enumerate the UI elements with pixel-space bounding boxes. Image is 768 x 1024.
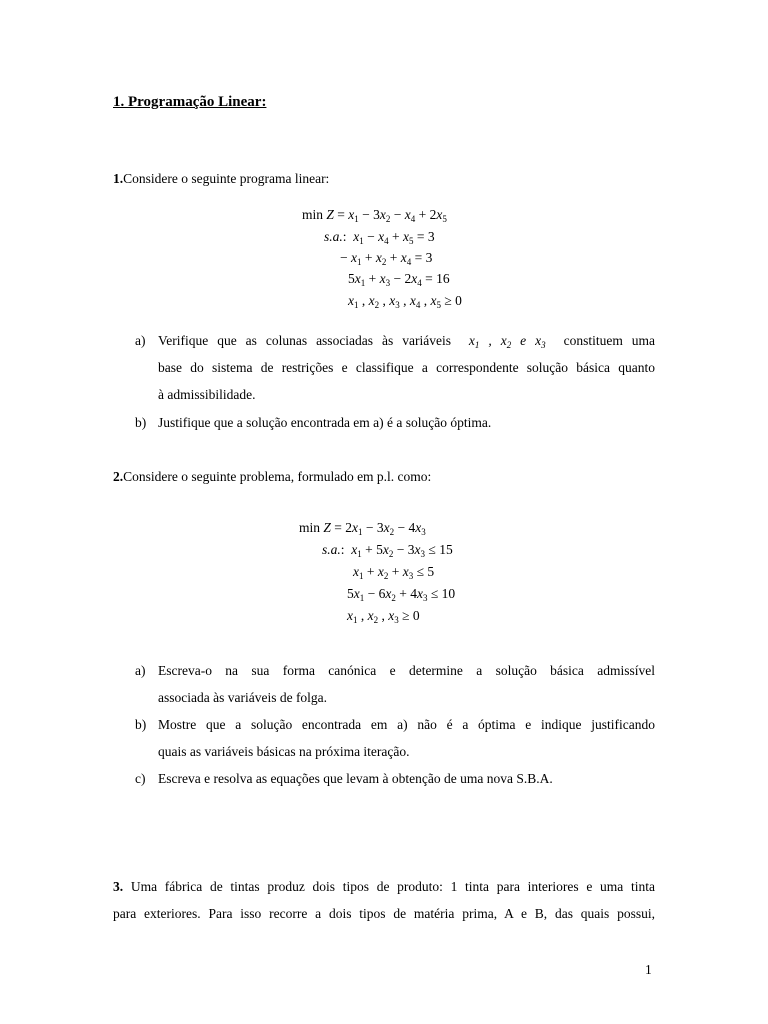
q2-item-a-line-1: Escreva-o na sua forma canónica e determine a solução básica admissível bbox=[158, 663, 655, 678]
q1-constraint-3: $5x_1 + x_3 - 2x_4 = 16$ bbox=[348, 271, 450, 288]
q1-item-a-vars: $x_1$ , $x_2$ e $x_3$ bbox=[468, 333, 546, 350]
question-1-intro bbox=[113, 170, 329, 188]
q1-item-a-text bbox=[158, 327, 655, 408]
q2-item-a-line-2: associada às variáveis de folga. bbox=[158, 690, 328, 705]
q1-item-b-label: b) bbox=[135, 415, 147, 430]
question-2-intro-text: Considere o seguinte problema, formulado em p.l. como: bbox=[123, 469, 432, 484]
question-3-text bbox=[113, 873, 655, 927]
question-1-intro-text: Considere o seguinte programa linear: bbox=[123, 171, 330, 186]
q1-item-a-label: a) bbox=[135, 333, 146, 348]
question-3-number: 3. bbox=[113, 879, 124, 894]
q2-item-b-line-2: quais as variáveis básicas na próxima iteração. bbox=[158, 744, 410, 759]
q1-constraint-2: − $x_1 + x_2 + x_4 = 3$ bbox=[340, 250, 433, 267]
q2-nonnegativity: $x_1$ , $x_2$ , $x_3 \ge 0$ bbox=[347, 608, 420, 625]
q2-constraint-3: $5x_1 - 6x_2 + 4x_3 \le 10$ bbox=[347, 586, 456, 603]
q2-item-a-label: a) bbox=[135, 663, 146, 678]
q2-item-a-text bbox=[158, 657, 655, 711]
section-title: 1. Programação Linear: bbox=[113, 94, 267, 110]
q3-line-2: para exteriores. Para isso recorre a dois tipos de matéria prima, A e B, das quais possui, bbox=[113, 906, 655, 921]
question-1-number: 1. bbox=[113, 171, 124, 186]
q1-item-b-text: Justifique que a solução encontrada em a) é a solução óptima. bbox=[158, 415, 492, 430]
q2-constraint-2: $x_1 + x_2 + x_3 \le 5$ bbox=[353, 564, 435, 581]
q1-item-a-line-3: à admissibilidade. bbox=[158, 387, 256, 402]
q2-objective: $\min Z = 2x_1 - 3x_2 - 4x_3$ bbox=[299, 520, 426, 537]
q2-item-b-text bbox=[158, 711, 655, 765]
q2-constraint-1: s.a.: $x_1 + 5x_2 - 3x_3 \le 15$ bbox=[322, 542, 453, 559]
q1-nonnegativity: $x_1$ , $x_2$ , $x_3$ , $x_4$ , $x_5 \ge 0$ bbox=[348, 293, 462, 310]
q2-item-b-line-1: Mostre que a solução encontrada em a) não é a óptima e indique justificando bbox=[158, 717, 655, 732]
q3-line-1: 3. Uma fábrica de tintas produz dois tipos de produto: 1 tinta para interiores e uma tinta bbox=[113, 879, 655, 894]
q2-item-c-label: c) bbox=[135, 771, 146, 786]
q1-item-a-line-2: base do sistema de restrições e classifique a correspondente solução básica quanto bbox=[158, 360, 655, 375]
question-2-number: 2. bbox=[113, 469, 124, 484]
page-number: 1 bbox=[645, 962, 652, 977]
q2-item-b-label: b) bbox=[135, 717, 147, 732]
q1-constraint-1: s.a.: $x_1 - x_4 + x_5 = 3$ bbox=[324, 229, 435, 246]
q1-item-a-line-1: Verifique que as colunas associadas às variáveis $x_1$ , $x_2$ e $x_3$ constituem uma bbox=[158, 333, 656, 350]
question-2-intro bbox=[113, 468, 431, 486]
q1-objective: $\min Z = x_1 - 3x_2 - x_4 + 2x_5$ bbox=[302, 207, 447, 224]
q2-item-c-text: Escreva e resolva as equações que levam à obtenção de uma nova S.B.A. bbox=[158, 771, 553, 786]
